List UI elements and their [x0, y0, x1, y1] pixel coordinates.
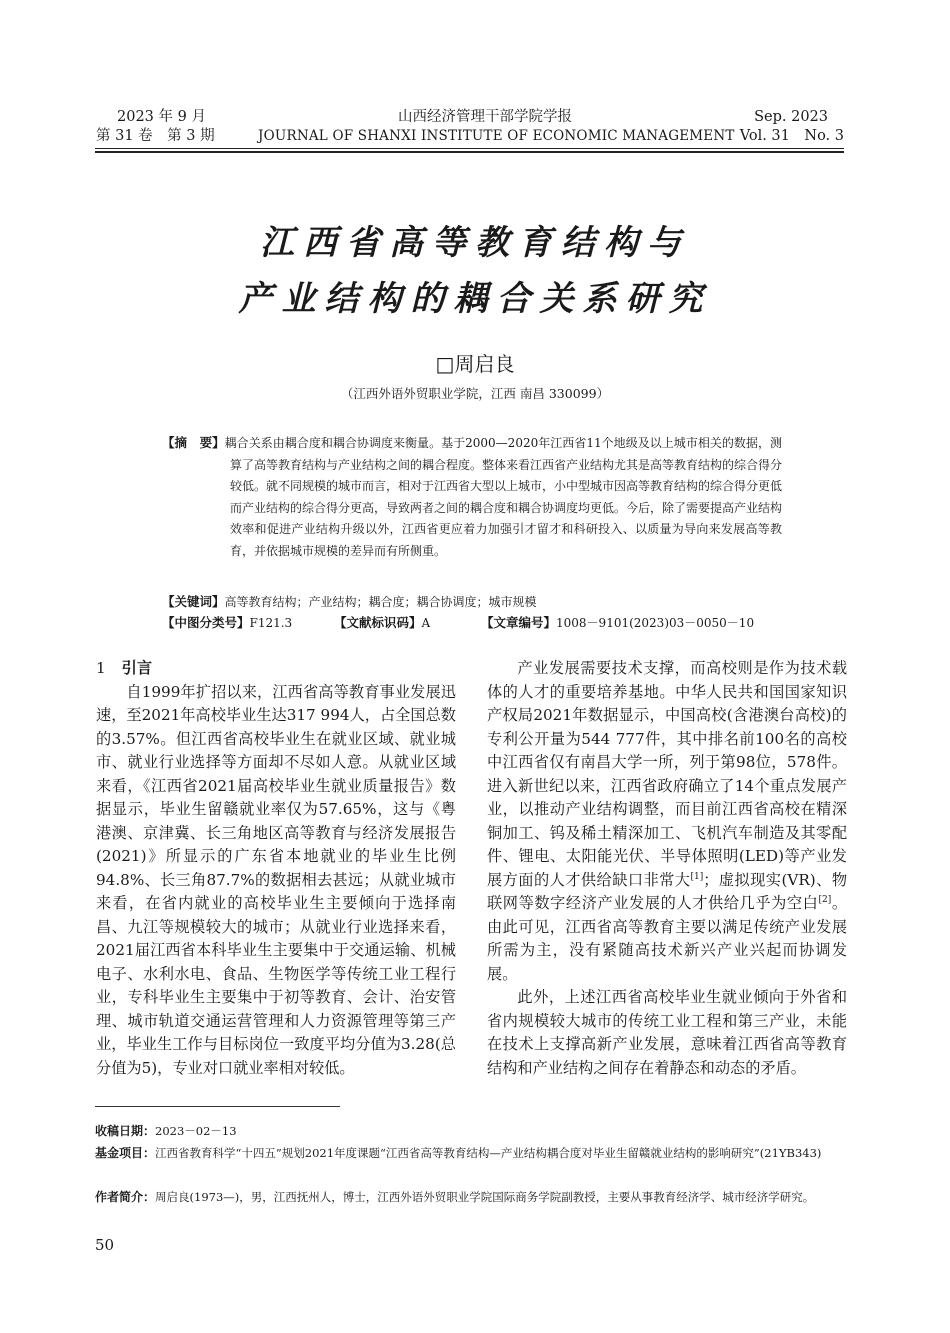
footnote-author [95, 1186, 847, 1208]
paragraph-right-1-a: 产业发展需要技术支撑，而高校则是作为技术载体的人才的重要培养基地。中华人民共和国国家知识产权局2021年数据显示，中国高校(含港澳台高校)的专利公开量为544 777件，其中排名前100名的高校中江西省仅有南昌大学一所，列于第98位，578件。进入新世纪以来，江西省政府确立了14个重点发展产业，以推动产业结构调整，而目前江西省高校在精深铜加工、钨及稀土精深加工、飞机汽车制造及其零配件、锂电、太阳能光伏、半导体照明(LED)等产业发展方面的人才供给缺口非常大 [487, 659, 847, 889]
header-volume-cn: 第 31 卷 第 3 期 [96, 128, 215, 144]
clc [162, 613, 292, 633]
title-line-2: 产业结构的耦合关系研究 [238, 279, 712, 319]
page-number: 50 [95, 1236, 115, 1254]
footnote-received [95, 1120, 847, 1142]
paragraph-right-1 [487, 657, 847, 986]
article-number-value: 1008－9101(2023)03－0050－10 [556, 616, 755, 630]
author-bio-value: 周启良(1973—)，男，江西抚州人，博士，江西外语外贸职业学院国际商务学院副教授，主要从事教育经济学、城市经济学研究。 [155, 1190, 815, 1204]
body-left-column [96, 657, 456, 1080]
article-number-label: 【文章编号】 [481, 615, 557, 630]
header-rule-thin [95, 148, 844, 149]
header-journal-en: JOURNAL OF SHANXI INSTITUTE OF ECONOMIC MANAGEMENT [258, 128, 735, 144]
keywords [162, 591, 782, 614]
keywords-label: 【关键词】 [162, 594, 225, 609]
fund-value: 江西省教育科学“十四五”规划2021年度课题“江西省高等教育结构—产业结构耦合度对毕业生留赣就业结构的影响研究”(21YB343) [155, 1146, 822, 1160]
header-rule-thick [95, 151, 844, 153]
paragraph-right-2: 此外，上述江西省高校毕业生就业倾向于外省和省内规模较大城市的传统工业工程和第三产业，未能在技术上支撑高新产业发展，意味着江西省高等教育结构和产业结构之间存在着静态和动态的矛盾。 [487, 988, 847, 1077]
citation-2: [2] [818, 894, 832, 905]
paragraph-right-1-b: ；虚拟现实(VR)、物联网等数字经济产业发展的人才供给几乎为空白 [487, 870, 848, 912]
body-right-column [487, 657, 847, 1080]
article-number [481, 613, 754, 633]
fund-label: 基金项目： [95, 1146, 156, 1160]
abstract-label: 【摘 要】 [162, 435, 225, 450]
received-label: 收稿日期： [95, 1124, 156, 1138]
received-value: 2023－02－13 [155, 1124, 237, 1138]
keywords-text: 高等教育结构；产业结构；耦合度；耦合协调度；城市规模 [224, 595, 537, 609]
section-heading [96, 657, 456, 681]
section-title: 引言 [121, 659, 153, 677]
footnote-rule [95, 1106, 340, 1107]
author: □周启良 [435, 352, 515, 376]
paragraph-left-1: 自1999年扩招以来，江西省高等教育事业发展迅速，至2021年高校毕业生达317 994人，占全国总数的3.57%。但江西省高校毕业生在就业区域、就业城市、就业行业选择等方面却不尽如人意。从就业区域来看，《江西省2021届高校毕业生就业质量报告》数据显示，毕业生留赣就业率仅为57.65%，这与《粤港澳、京津冀、长三角地区高等教育与经济发展报告(2021)》所显示的广东省本地就业的毕业生比例94.8%、长三角87.7%的数据相去甚远；从就业城市来看，在省内就业的高校毕业生主要倾向于选择南昌、九江等规模较大的城市；从就业行业选择来看，2021届江西省本科毕业生主要集中于交通运输、机械电子、水利水电、食品、生物医学等传统工业工程行业，专科毕业生主要集中于初等教育、会计、治安管理、城市轨道交通运营管理和人力资源管理等第三产业，毕业生工作与目标岗位一致度平均分值为3.28(总分值为5)，专业对口就业率相对较低。 [96, 682, 456, 1077]
doc-code-label: 【文献标识码】 [334, 615, 422, 630]
abstract-block [162, 432, 782, 563]
author-bio-label: 作者简介： [95, 1190, 156, 1204]
clc-label: 【中图分类号】 [162, 615, 250, 630]
abstract [162, 432, 782, 563]
doc-code [334, 613, 430, 633]
footnote-fund [95, 1142, 847, 1164]
header-journal-cn: 山西经济管理干部学院学报 [398, 109, 572, 125]
section-number: 1 [96, 659, 106, 677]
affiliation: （江西外语外贸职业学院，江西 南昌 330099） [340, 386, 610, 401]
citation-1: [1] [690, 871, 704, 882]
abstract-text: 耦合关系由耦合度和耦合协调度来衡量。基于2000—2020年江西省11个地级及以上城市相关的数据，测算了高等教育结构与产业结构之间的耦合程度。整体来看江西省产业结构尤其是高等教育结构的综合得分较低。就不同规模的城市而言，相对于江西省大型以上城市，小中型城市因高等教育结构的综合得分更低而产业结构的综合得分更高，导致两者之间的耦合度和耦合协调度均更低。今后，除了需要提高产业结构效率和促进产业结构升级以外，江西省更应着力加强引才留才和科研投入、以质量为导向来发展高等教育，并依据城市规模的差异而有所侧重。 [224, 436, 783, 558]
title-line-1: 江西省高等教育结构与 [260, 223, 690, 263]
paragraph-right-1-c: 。由此可见，江西省高等教育主要以满足传统产业发展所需为主，没有紧随高技术新兴产业兴起而协调发展。 [487, 894, 848, 983]
header-date-cn: 2023 年 9 月 [117, 109, 206, 125]
header-volume-en: Vol. 31 No. 3 [739, 128, 844, 144]
clc-value: F121.3 [249, 616, 293, 630]
doc-code-value: A [421, 616, 431, 630]
header-date-en: Sep. 2023 [754, 109, 828, 125]
